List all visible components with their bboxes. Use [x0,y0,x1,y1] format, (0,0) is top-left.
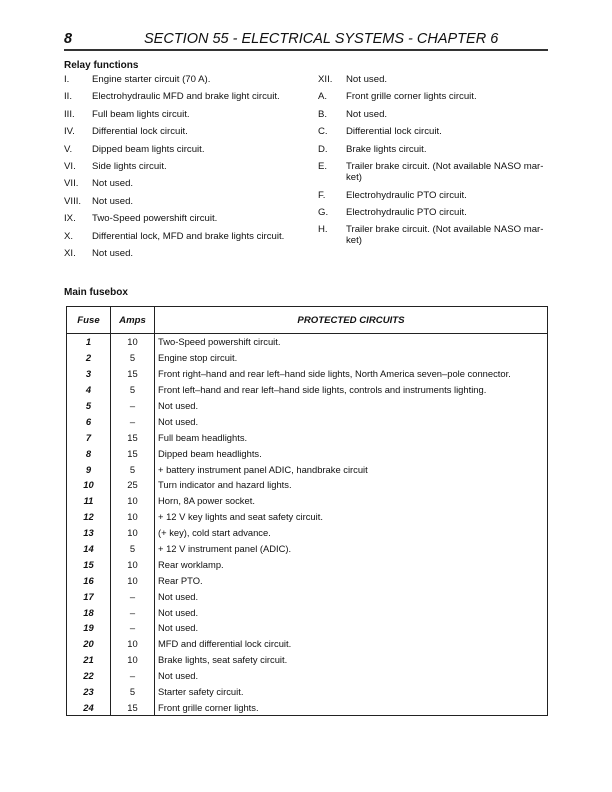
relay-text: Not used. [92,178,134,190]
fusebox-table [66,306,548,716]
fuse-amps: – [111,604,155,620]
fuse-number: 21 [67,652,111,668]
relay-label: F. [318,189,326,201]
column-header-circuits: PROTECTED CIRCUITS [155,307,548,334]
fuse-amps: 15 [111,366,155,382]
fuse-number: 1 [67,334,111,350]
fuse-amps: 15 [111,429,155,445]
fuse-amps: 5 [111,382,155,398]
relay-text: Side lights circuit. [92,161,167,172]
protected-circuit: Not used. [155,413,548,429]
table-row [67,604,548,620]
relay-text: Engine starter circuit (70 A). [92,74,211,85]
fuse-number: 14 [67,541,111,557]
protected-circuit: Not used. [155,668,548,684]
fuse-amps: – [111,413,155,429]
protected-circuit: Full beam headlights. [155,429,548,445]
relay-text: Electrohydraulic PTO circuit. [346,189,467,201]
fuse-amps: 10 [111,556,155,572]
fuse-number: 9 [67,461,111,477]
relay-text: Electrohydraulic PTO circuit. [346,207,467,218]
protected-circuit: Not used. [155,620,548,636]
table-row [67,477,548,493]
fuse-number: 23 [67,684,111,700]
fuse-number: 3 [67,366,111,382]
relay-text: Front grille corner lights circuit. [346,91,477,103]
table-row [67,699,548,715]
fuse-amps: – [111,398,155,414]
column-header-amps: Amps [111,307,155,334]
table-row [67,382,548,398]
relay-label: VI. [64,161,76,172]
fuse-amps: 5 [111,684,155,700]
fuse-amps: 10 [111,334,155,350]
relay-text: Two-Speed powershift circuit. [92,213,218,225]
relay-label: V. [64,143,73,155]
table-row [67,350,548,366]
relay-label: VIII. [64,195,82,207]
protected-circuit: (+ key), cold start advance. [155,525,548,541]
protected-circuit: Front left–hand and rear left–hand side lights, controls and instruments lighting. [155,382,548,398]
fuse-amps: 10 [111,509,155,525]
fuse-amps: 10 [111,493,155,509]
relay-heading: Relay functions [64,60,139,71]
relay-text-cont: ket) [346,235,362,247]
page-header [64,31,548,51]
fuse-number: 24 [67,699,111,715]
relay-label: II. [64,91,72,103]
relay-label: XI. [64,248,76,259]
fuse-number: 16 [67,572,111,588]
fuse-number: 11 [67,493,111,509]
fuse-number: 13 [67,525,111,541]
protected-circuit: Dipped beam headlights. [155,445,548,461]
relay-text: Not used. [92,248,134,259]
table-row [67,366,548,382]
protected-circuit: Not used. [155,604,548,620]
fuse-number: 8 [67,445,111,461]
table-row [67,413,548,429]
protected-circuit: + 12 V instrument panel (ADIC). [155,541,548,557]
relay-label: III. [64,108,75,120]
relay-label: VII. [64,178,79,190]
relay-text: Differential lock circuit. [92,126,188,138]
fuse-amps: – [111,588,155,604]
fuse-amps: – [111,668,155,684]
fuse-number: 15 [67,556,111,572]
fuse-number: 6 [67,413,111,429]
page-title: SECTION 55 - ELECTRICAL SYSTEMS - CHAPTER 6 [144,31,499,47]
relay-text: Not used. [346,74,388,85]
table-row [67,493,548,509]
fuse-amps: 15 [111,445,155,461]
fuse-number: 18 [67,604,111,620]
fuse-number: 12 [67,509,111,525]
fuse-amps: – [111,620,155,636]
protected-circuit: Two-Speed powershift circuit. [155,334,548,350]
protected-circuit: + 12 V key lights and seat safety circuit. [155,509,548,525]
protected-circuit: Engine stop circuit. [155,350,548,366]
relay-label: C. [318,126,328,138]
table-row [67,620,548,636]
relay-label: D. [318,143,328,155]
protected-circuit: Not used. [155,398,548,414]
fuse-amps: 10 [111,652,155,668]
relay-label: X. [64,230,74,242]
table-row [67,461,548,477]
relay-text: Full beam lights circuit. [92,108,190,120]
table-row [67,556,548,572]
table-row [67,684,548,700]
fuse-amps: 10 [111,636,155,652]
fuse-amps: 10 [111,572,155,588]
table-row [67,509,548,525]
protected-circuit: Starter safety circuit. [155,684,548,700]
protected-circuit: Front grille corner lights. [155,699,548,715]
relay-label: H. [318,224,328,236]
relay-text: Differential lock circuit. [346,126,442,138]
relay-text: Brake lights circuit. [346,143,427,155]
protected-circuit: Horn, 8A power socket. [155,493,548,509]
table-row [67,398,548,414]
relay-text: Electrohydraulic MFD and brake light circuit. [92,91,280,103]
table-row [67,668,548,684]
protected-circuit: Not used. [155,588,548,604]
protected-circuit: + battery instrument panel ADIC, handbrake circuit [155,461,548,477]
relay-text: Differential lock, MFD and brake lights circuit. [92,230,285,242]
relay-text-cont: ket) [346,172,362,183]
relay-label: A. [318,91,328,103]
protected-circuit: Turn indicator and hazard lights. [155,477,548,493]
relay-label: I. [64,74,70,85]
relay-text: Trailer brake circuit. (Not available NASO mar- [346,224,544,236]
fuse-amps: 5 [111,541,155,557]
relay-label: IV. [64,126,75,138]
relay-text: Trailer brake circuit. (Not available NASO mar- [346,161,544,172]
relay-label: XII. [318,74,333,85]
table-row [67,445,548,461]
page-number: 8 [64,31,73,47]
protected-circuit: Front right–hand and rear left–hand side lights, North America seven–pole connector. [155,366,548,382]
fuse-number: 7 [67,429,111,445]
table-row [67,525,548,541]
fuse-number: 5 [67,398,111,414]
fuse-number: 2 [67,350,111,366]
table-row [67,588,548,604]
fuse-amps: 15 [111,699,155,715]
protected-circuit: MFD and differential lock circuit. [155,636,548,652]
relay-text: Not used. [346,108,388,120]
fuse-number: 20 [67,636,111,652]
fuse-amps: 10 [111,525,155,541]
fuse-number: 17 [67,588,111,604]
fusebox-heading: Main fusebox [64,287,128,298]
relay-text: Dipped beam lights circuit. [92,143,205,155]
relay-label: G. [318,207,329,218]
protected-circuit: Brake lights, seat safety circuit. [155,652,548,668]
table-row [67,429,548,445]
fuse-number: 10 [67,477,111,493]
relay-label: E. [318,161,328,172]
table-row [67,652,548,668]
table-row [67,572,548,588]
relay-label: IX. [64,213,76,225]
fuse-amps: 25 [111,477,155,493]
protected-circuit: Rear worklamp. [155,556,548,572]
relay-label: B. [318,108,328,120]
fuse-amps: 5 [111,350,155,366]
table-row [67,636,548,652]
table-row [67,334,548,350]
protected-circuit: Rear PTO. [155,572,548,588]
table-row [67,541,548,557]
fuse-number: 19 [67,620,111,636]
relay-text: Not used. [92,195,134,207]
fuse-amps: 5 [111,461,155,477]
column-header-fuse: Fuse [67,307,111,334]
fuse-number: 4 [67,382,111,398]
fuse-number: 22 [67,668,111,684]
